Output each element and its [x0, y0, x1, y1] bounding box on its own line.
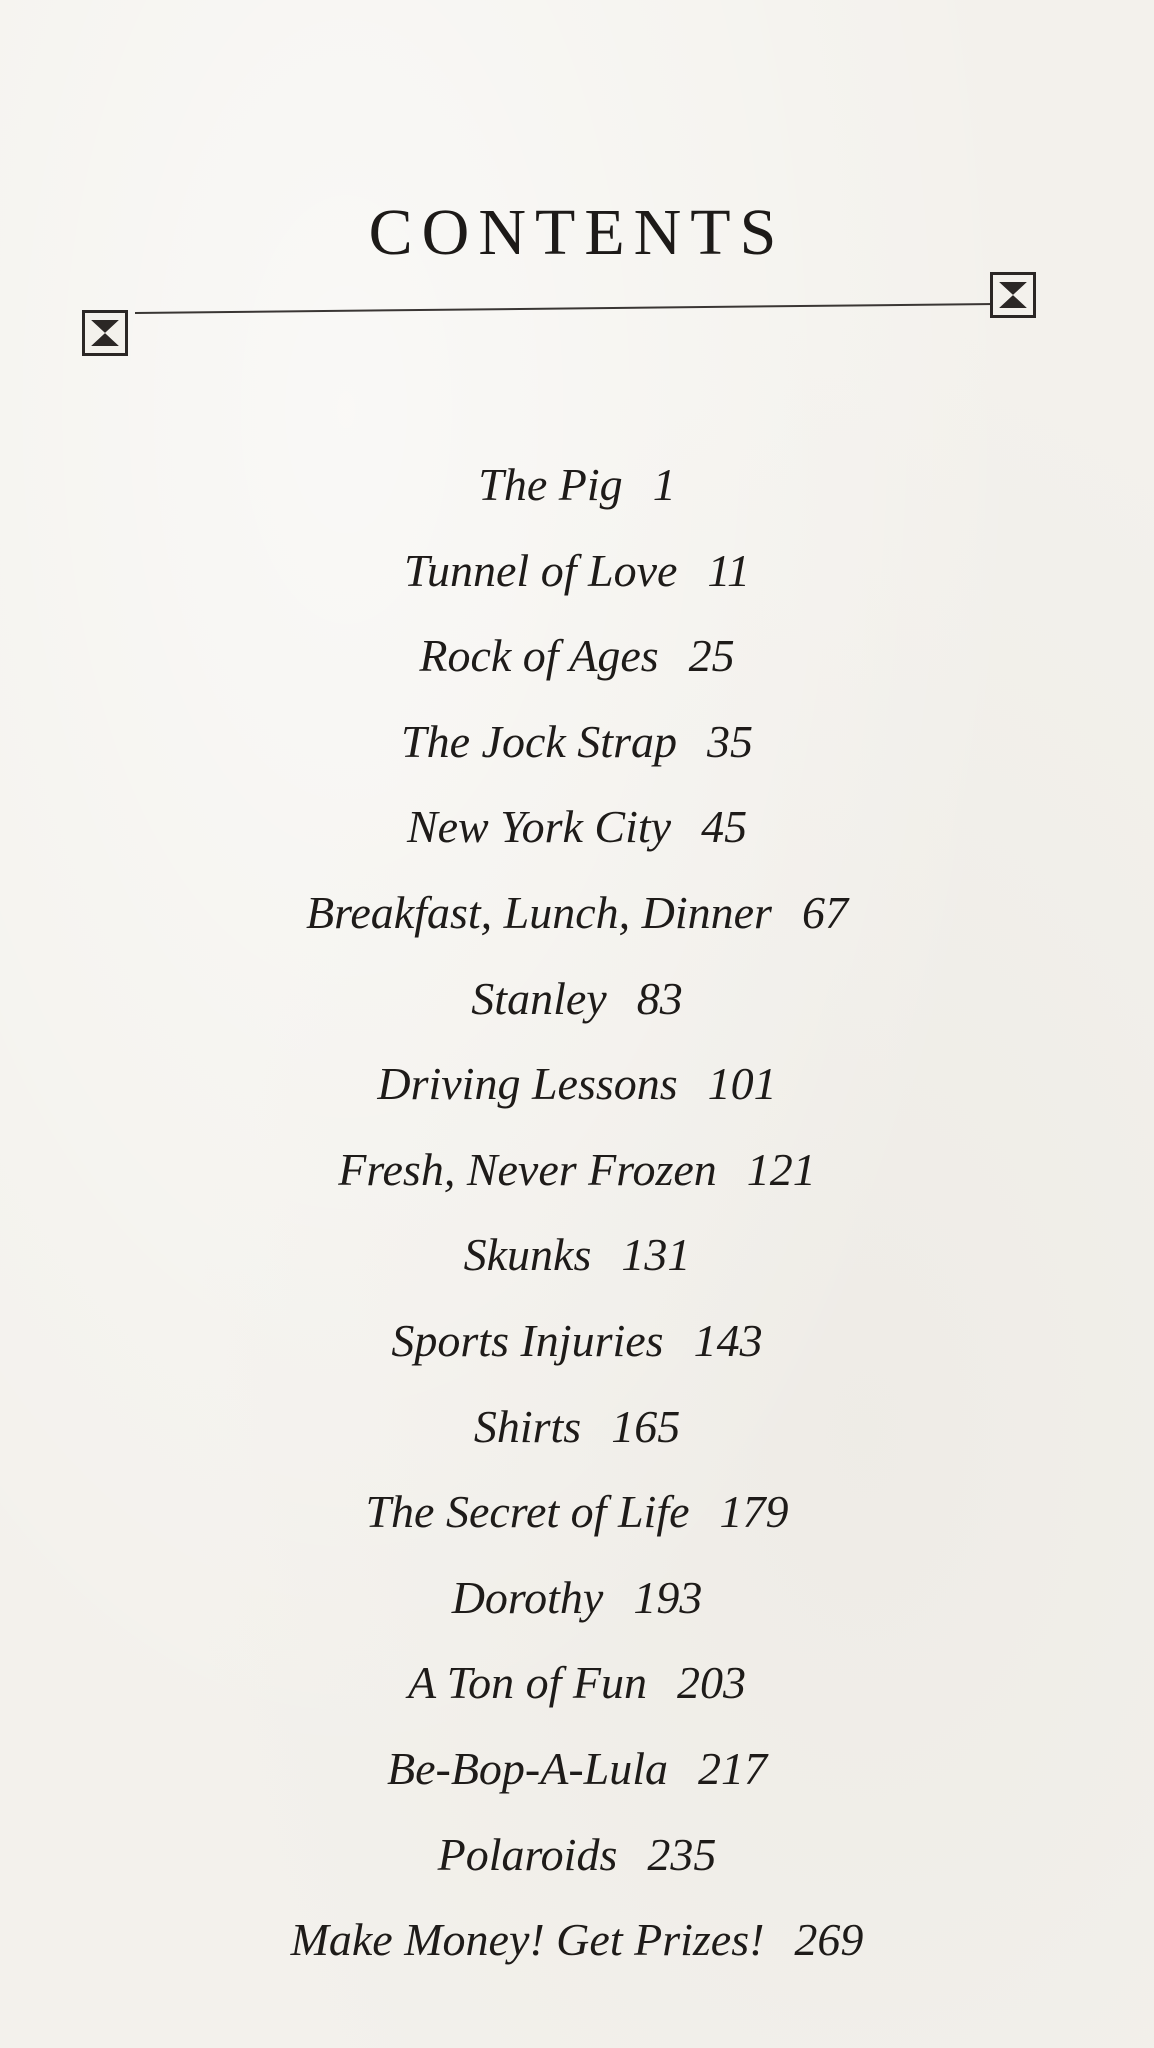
page-number: 101	[707, 1058, 777, 1110]
chapter-title: The Jock Strap	[401, 715, 677, 767]
toc-entry	[0, 442, 1154, 528]
chapter-title: New York City	[406, 801, 672, 853]
table-of-contents	[0, 442, 1154, 1983]
toc-entry	[0, 956, 1154, 1042]
chapter-title: Rock of Ages	[419, 630, 659, 682]
page-number: 11	[707, 544, 751, 596]
toc-entry	[0, 1384, 1154, 1470]
page-number: 179	[719, 1486, 789, 1538]
chapter-title: The Pig	[478, 459, 623, 510]
page-number: 35	[706, 715, 753, 767]
hourglass-square-icon	[82, 310, 128, 356]
toc-entry	[0, 1555, 1154, 1641]
heading-rule	[135, 303, 995, 314]
page-number: 269	[794, 1914, 864, 1966]
page-number: 45	[701, 801, 748, 853]
page-number: 83	[636, 972, 683, 1024]
page-number: 165	[611, 1400, 681, 1452]
page-number: 217	[698, 1742, 768, 1794]
toc-entry	[0, 1127, 1154, 1213]
toc-entry	[0, 1640, 1154, 1726]
page-number: 67	[801, 886, 848, 938]
page-number: 121	[746, 1143, 816, 1195]
toc-entry	[0, 784, 1154, 870]
hourglass-square-icon	[990, 272, 1036, 318]
chapter-title: Breakfast, Lunch, Dinner	[306, 886, 772, 938]
chapter-title: Fresh, Never Frozen	[338, 1143, 717, 1195]
chapter-title: A Ton of Fun	[407, 1657, 647, 1709]
chapter-title: Skunks	[463, 1229, 592, 1281]
toc-entry	[0, 528, 1154, 614]
chapter-title: Be-Bop-A-Lula	[386, 1742, 669, 1794]
toc-entry	[0, 870, 1154, 956]
toc-entry	[0, 613, 1154, 699]
toc-entry	[0, 1212, 1154, 1298]
toc-entry	[0, 1469, 1154, 1555]
chapter-title: Dorothy	[451, 1571, 604, 1623]
chapter-title: Driving Lessons	[377, 1058, 678, 1110]
chapter-title: Polaroids	[437, 1828, 618, 1880]
toc-entry	[0, 1897, 1154, 1983]
page-number: 143	[693, 1314, 763, 1366]
chapter-title: Shirts	[473, 1400, 582, 1452]
toc-entry	[0, 1812, 1154, 1898]
chapter-title: The Secret of Life	[365, 1486, 690, 1538]
page-number: 25	[688, 630, 735, 682]
chapter-title: Tunnel of Love	[403, 544, 678, 596]
page-number: 1	[652, 459, 676, 510]
page-number: 203	[677, 1657, 746, 1709]
toc-entry	[0, 699, 1154, 785]
page-number: 131	[621, 1229, 691, 1281]
toc-entry	[0, 1041, 1154, 1127]
toc-entry	[0, 1726, 1154, 1812]
chapter-title: Make Money! Get Prizes!	[290, 1914, 765, 1966]
page-number: 193	[633, 1571, 703, 1623]
page-title: CONTENTS	[368, 196, 786, 269]
toc-entry	[0, 1298, 1154, 1384]
chapter-title: Sports Injuries	[391, 1314, 664, 1366]
chapter-title: Stanley	[471, 972, 607, 1024]
page-number: 235	[647, 1828, 717, 1880]
